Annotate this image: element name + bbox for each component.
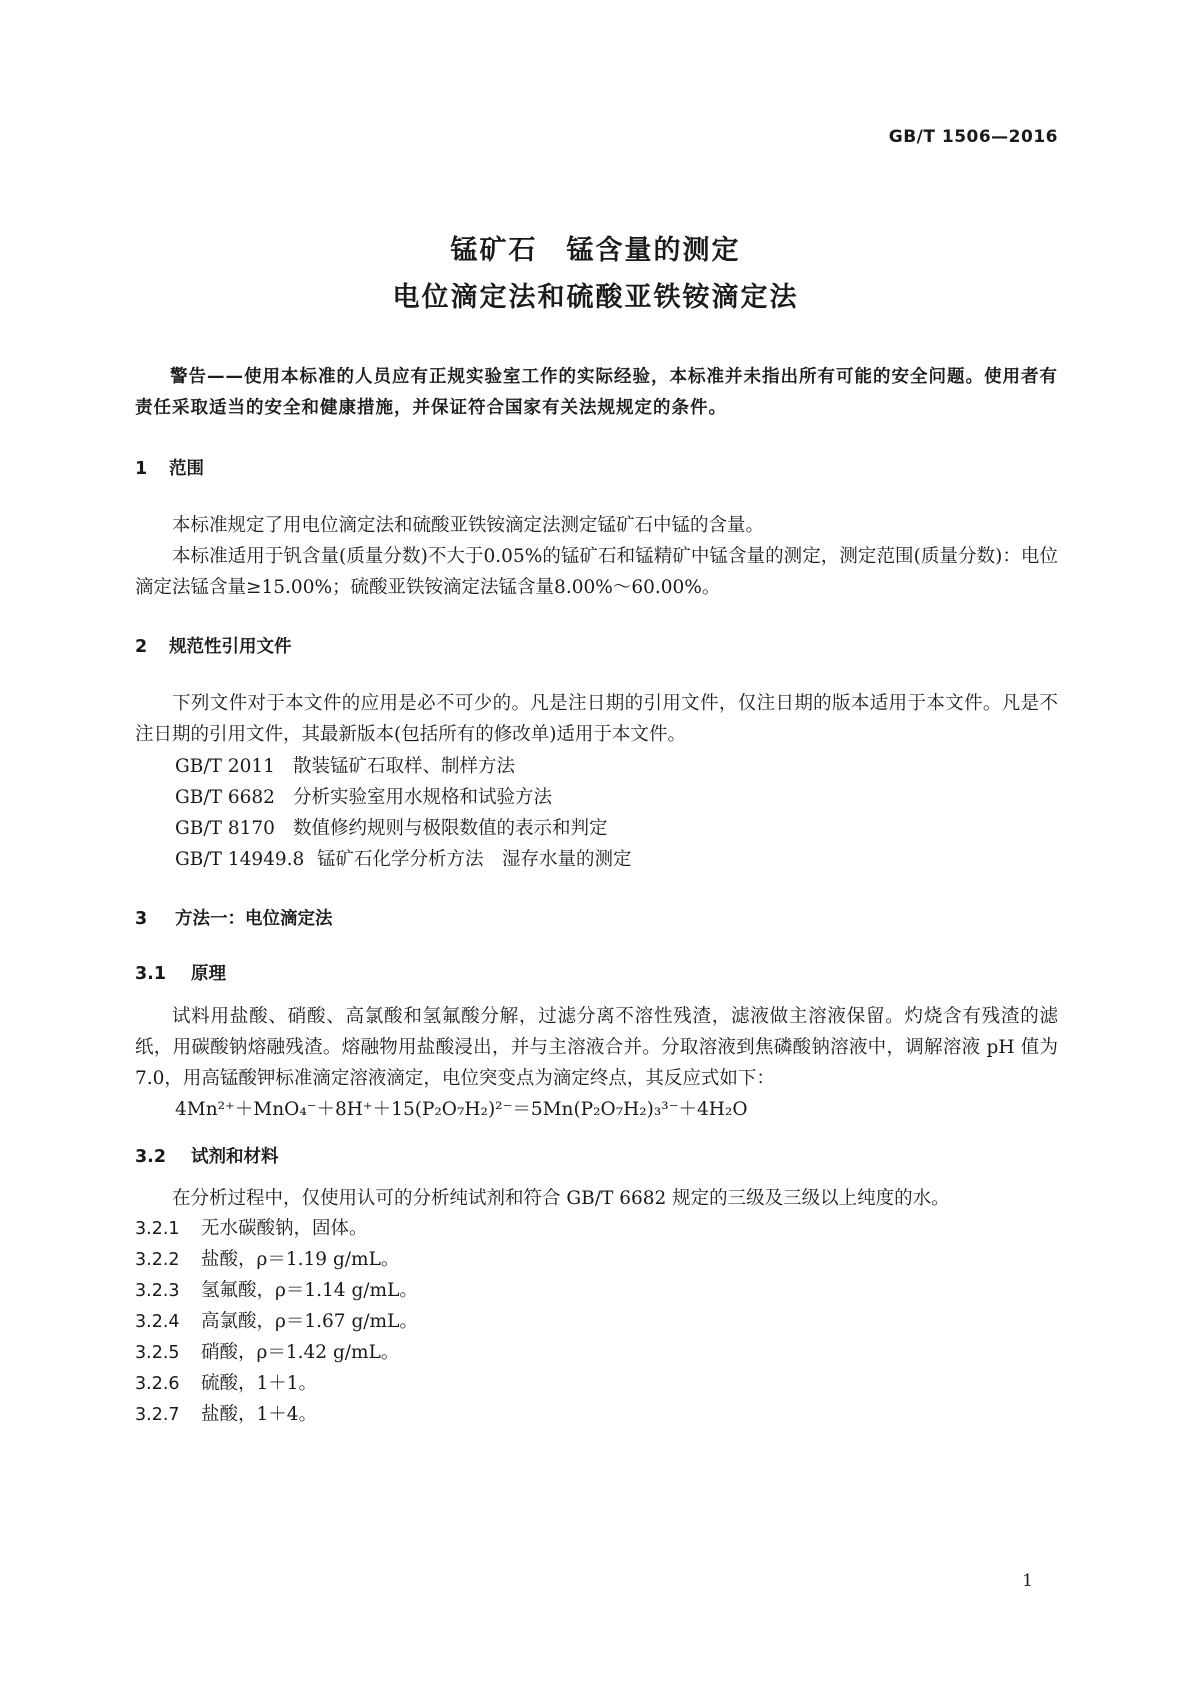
subsection-3-1-paragraph: 试料用盐酸、硝酸、高氯酸和氢氟酸分解，过滤分离不溶性残渣，滤液做主溶液保留。灼烧含有残渣的滤纸，用碳酸钠熔融残渣。熔融物用盐酸浸出，并与主溶液合并。分取溶液到焦磷酸钠溶液中，调解溶液 pH 值为7.0，用高锰酸钾标准滴定溶液滴定，电位突变点为滴定终点，其反应式如下： <box>135 1006 1058 1089</box>
reagent-item <box>135 1400 317 1426</box>
subsection-3-2-paragraph: 在分析过程中，仅使用认可的分析纯试剂和符合 GB/T 6682 规定的三级及三级以上纯度的水。 <box>172 1188 950 1209</box>
subsection-number: 3.1 <box>135 964 167 984</box>
reagent-item <box>135 1338 399 1364</box>
reagent-item <box>135 1276 418 1302</box>
reagent-item <box>135 1245 399 1271</box>
item-text: 硫酸，1＋1。 <box>201 1373 318 1394</box>
warning-paragraph: 警告——使用本标准的人员应有正规实验室工作的实际经验，本标准并未指出所有可能的安全问题。使用者有责任采取适当的安全和健康措施，并保证符合国家有关法规规定的条件。 <box>135 367 1058 418</box>
normative-reference <box>175 783 552 809</box>
normative-reference <box>175 752 515 778</box>
section-2-paragraph-1: 下列文件对于本文件的应用是必不可少的。凡是注日期的引用文件，仅注日期的版本适用于本文件。凡是不注日期的引用文件，其最新版本(包括所有的修改单)适用于本文件。 <box>135 693 1058 745</box>
item-number: 3.2.5 <box>135 1343 180 1363</box>
reference-title: 分析实验室用水规格和试验方法 <box>293 787 553 808</box>
section-title: 范围 <box>169 459 204 479</box>
reference-code: GB/T 6682 <box>175 787 275 808</box>
section-1-heading <box>135 455 204 480</box>
item-number: 3.2.2 <box>135 1250 180 1270</box>
item-number: 3.2.6 <box>135 1374 180 1394</box>
document-title-line-1: 锰矿石 锰含量的测定 <box>450 235 741 266</box>
item-number: 3.2.1 <box>135 1219 180 1239</box>
section-number: 2 <box>135 637 148 657</box>
reagent-item <box>135 1214 368 1240</box>
item-text: 高氯酸，ρ＝1.67 g/mL。 <box>201 1311 418 1332</box>
standard-code: GB/T 1506—2016 <box>888 127 1058 147</box>
item-number: 3.2.3 <box>135 1281 180 1301</box>
page-number: 1 <box>1022 1571 1033 1591</box>
reference-title: 数值修约规则与极限数值的表示和判定 <box>293 818 608 839</box>
item-text: 盐酸，1＋4。 <box>201 1404 318 1425</box>
reference-code: GB/T 14949.8 <box>175 849 305 870</box>
section-2-heading <box>135 633 292 658</box>
subsection-3-1-heading <box>135 960 226 985</box>
reagent-item <box>135 1369 317 1395</box>
section-1-paragraph-2: 本标准适用于钒含量(质量分数)不大于0.05%的锰矿石和锰精矿中锰含量的测定，测定范围(质量分数)：电位滴定法锰含量≥15.00%；硫酸亚铁铵滴定法锰含量8.00%～60.00%。 <box>135 546 1058 598</box>
reference-title: 锰矿石化学分析方法 湿存水量的测定 <box>317 849 632 870</box>
section-3-heading <box>135 905 333 930</box>
item-text: 盐酸，ρ＝1.19 g/mL。 <box>201 1249 400 1270</box>
normative-reference <box>175 814 608 840</box>
item-text: 无水碳酸钠，固体。 <box>201 1218 368 1239</box>
subsection-title: 原理 <box>191 964 226 984</box>
section-number: 3 <box>135 909 148 929</box>
subsection-number: 3.2 <box>135 1147 167 1167</box>
section-title: 规范性引用文件 <box>169 637 292 657</box>
reference-code: GB/T 2011 <box>175 756 275 777</box>
item-number: 3.2.4 <box>135 1312 180 1332</box>
section-number: 1 <box>135 459 148 479</box>
section-title: 方法一：电位滴定法 <box>175 909 333 929</box>
subsection-3-2-heading <box>135 1143 279 1168</box>
reference-code: GB/T 8170 <box>175 818 275 839</box>
reaction-equation: 4Mn²⁺＋MnO₄⁻＋8H⁺＋15(P₂O₇H₂)²⁻＝5Mn(P₂O₇H₂)₃³⁻＋4H₂O <box>175 1099 748 1120</box>
item-text: 氢氟酸，ρ＝1.14 g/mL。 <box>201 1280 418 1301</box>
reference-title: 散装锰矿石取样、制样方法 <box>293 756 516 777</box>
item-number: 3.2.7 <box>135 1405 180 1425</box>
reagent-item <box>135 1307 418 1333</box>
document-title-line-2: 电位滴定法和硫酸亚铁铵滴定法 <box>392 282 799 313</box>
item-text: 硝酸，ρ＝1.42 g/mL。 <box>201 1342 400 1363</box>
section-1-paragraph-1: 本标准规定了用电位滴定法和硫酸亚铁铵滴定法测定锰矿石中锰的含量。 <box>172 515 765 536</box>
normative-reference <box>175 845 632 871</box>
subsection-title: 试剂和材料 <box>191 1147 279 1167</box>
